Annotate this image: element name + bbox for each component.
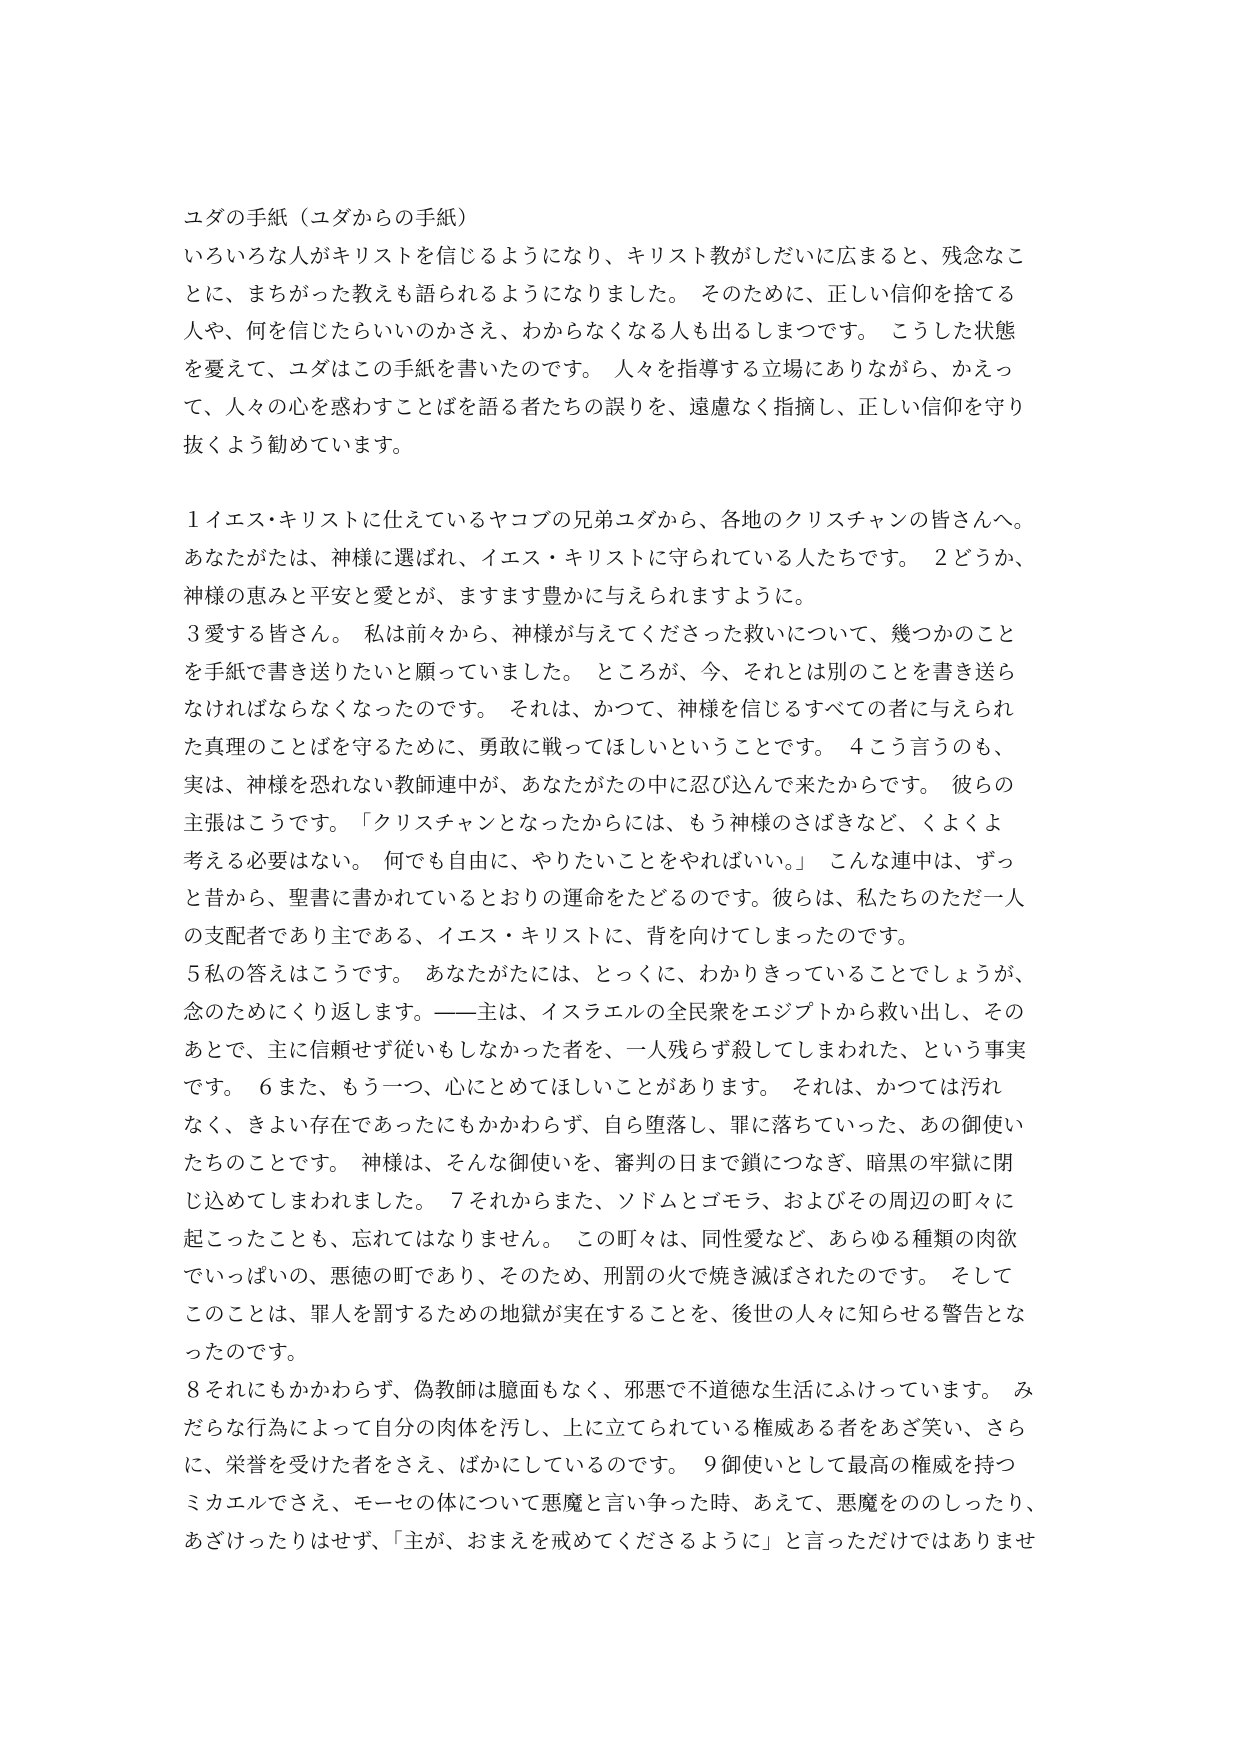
verse-line: です。 ６また、もう一つ、心にとめてほしいことがあります。 それは、かつては汚れ — [183, 1075, 1003, 1100]
verse-line: た真理のことばを守るために、勇敢に戦ってほしいということです。 ４こう言うのも、 — [183, 735, 1016, 760]
verse-line: ミカエルでさえ、モーセの体について悪魔と言い争った時、あえて、悪魔をののしったり、 — [183, 1491, 1048, 1516]
verse-line: なければならなくなったのです。 それは、かつて、神様を信じるすべての者に与えられ — [183, 697, 1015, 722]
verse-line: 神様の恵みと平安と愛とが、ますます豊かに与えられますように。 — [183, 583, 816, 608]
verse-line: じ込めてしまわれました。 ７それからまた、ソドムとゴモラ、およびその周辺の町々に — [183, 1188, 1016, 1213]
verse-line: の支配者であり主である、イエス・キリストに、背を向けてしまったのです。 — [183, 924, 919, 949]
verse-line: ったのです。 — [183, 1339, 308, 1364]
verse-line: を手紙で書き送りたいと願っていました。 ところが、今、それとは別のことを書き送ら — [183, 659, 1017, 684]
verse-line: あざけったりはせず、「主が、おまえを戒めてくださるように」と言っただけではありませ — [183, 1528, 1037, 1553]
verse-line: 念のためにくり返します。――主は、イスラエルの全民衆をエジプトから救い出し、その — [183, 999, 1026, 1024]
verse-line: １イエス･キリストに仕えているヤコブの兄弟ユダから、各地のクリスチャンの皆さんへ。 — [183, 508, 1035, 533]
paragraph-spacer — [183, 465, 1063, 503]
intro-line: とに、まちがった教えも語られるようになりました。 そのために、正しい信仰を捨てる — [183, 281, 1017, 306]
verse-line: だらな行為によって自分の肉体を汚し、上に立てられている権威ある者をあざ笑い、さら — [183, 1415, 1027, 1440]
verse-line: ５私の答えはこうです。 あなたがたには、とっくに、わかりきっていることでしょうが、 — [183, 961, 1036, 986]
verse-line: あとで、主に信頼せず従いもしなかった者を、一人残らず殺してしまわれた、という事実 — [183, 1037, 1027, 1062]
verse-line: 考える必要はない。 何でも自由に、やりたいことをやればいい。」 こんな連中は、ずっ — [183, 848, 1017, 873]
verse-line: 主張はこうです。 「クリスチャンとなったからには、もう神様のさばきなど、くよくよ — [183, 810, 1004, 835]
verse-line: に、栄誉を受けた者をさえ、ばかにしているのです。 ９御使いとして最高の権威を持つ — [183, 1453, 1017, 1478]
verse-line: ８それにもかかわらず、偽教師は臆面もなく、邪悪で不道徳な生活にふけっています。 み — [183, 1377, 1035, 1402]
intro-line: 人や、何を信じたらいいのかさえ、わからなくなる人も出るしまつです。 こうした状態 — [183, 319, 1016, 344]
scripture-text — [183, 502, 1063, 1560]
verse-line: このことは、罪人を罰するための地獄が実在することを、後世の人々に知らせる警告とな — [183, 1302, 1027, 1327]
intro-line: を憂えて、ユダはこの手紙を書いたのです。 人々を指導する立場にありながら、かえっ — [183, 357, 1015, 382]
intro-line: て、人々の心を惑わすことばを語る者たちの誤りを、遠慮なく指摘し、正しい信仰を守り — [183, 394, 1027, 419]
verse-line: でいっぱいの、悪徳の町であり、そのため、刑罰の火で焼き滅ぼされたのです。 そして — [183, 1264, 1014, 1289]
intro-paragraph — [183, 238, 1063, 465]
verse-line: なく、きよい存在であったにもかかわらず、自ら堕落し、罪に落ちていった、あの御使い — [183, 1113, 1025, 1138]
verse-line: と昔から、聖書に書かれているとおりの運命をたどるのです。彼らは、私たちのただ一人 — [183, 886, 1026, 911]
verse-line: 起こったことも、忘れてはなりません。 この町々は、同性愛など、あらゆる種類の肉欲 — [183, 1226, 1018, 1251]
document-body — [183, 200, 1063, 1561]
intro-line: 抜くよう勧めています。 — [183, 432, 414, 457]
verse-line: 実は、神様を恐れない教師連中が、あなたがたの中に忍び込んで来たからです。 彼らの — [183, 772, 1015, 797]
document-title: ユダの手紙（ユダからの手紙） — [183, 206, 479, 230]
verse-line: あなたがたは、神様に選ばれ、イエス・キリストに守られている人たちです。 ２どうか、 — [183, 546, 1037, 571]
intro-line: いろいろな人がキリストを信じるようになり、キリスト教がしだいに広まると、残念なこ — [183, 243, 1027, 268]
verse-line: ３愛する皆さん。 私は前々から、神様が与えてくださった救いについて、幾つかのこと — [183, 621, 1018, 646]
verse-line: たちのことです。 神様は、そんな御使いを、審判の日まで鎖につなぎ、暗黒の牢獄に閉 — [183, 1150, 1014, 1175]
